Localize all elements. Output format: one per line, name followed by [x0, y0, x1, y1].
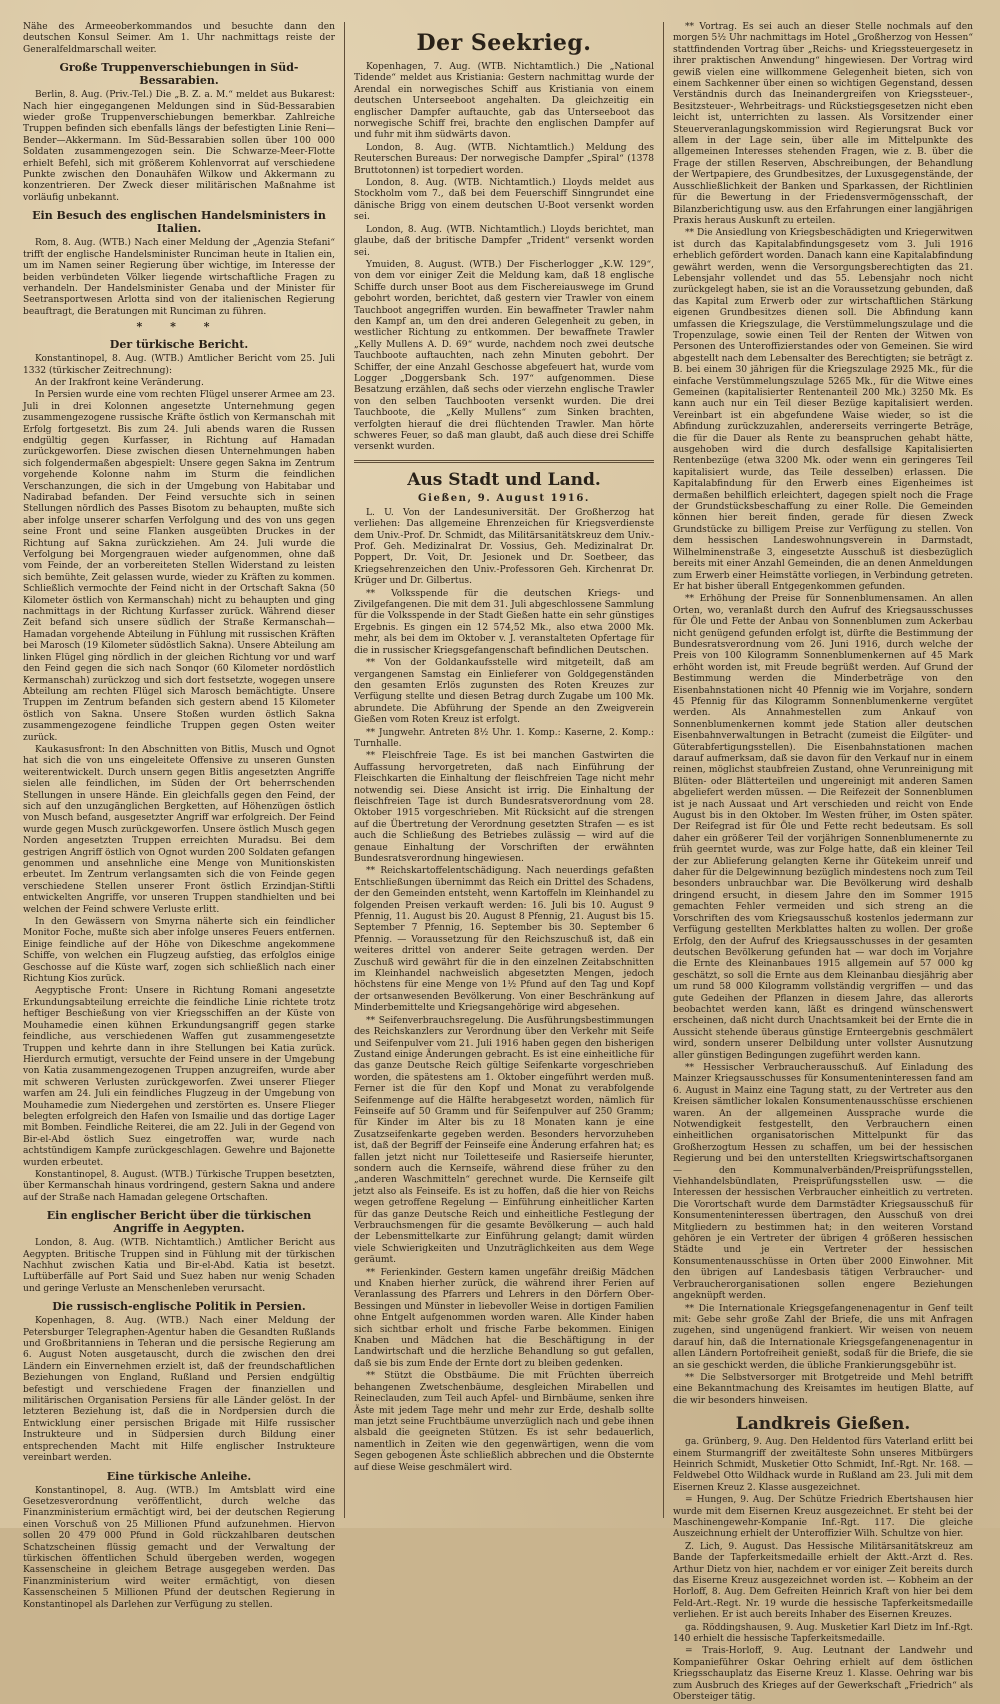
article-persien: Kopenhagen, 8. Aug. (WTB.) Nach einer Meldung der Petersburger Telegraphen-Agentur haben die Gesandten Rußlands und Großbritanniens in Teheran und die persische Regierung am 6. August Noten ausgetauscht, durch die zwischen den drei Ländern ein Einvernehmen erzielt ist, daß der freundschaftlichen Beziehungen von England, Rußland und Persien endgültig befestigt und verschiedene Fragen der finanziellen und militärischen Organisation Persiens für alle Länder gelöst. In der letzteren Beziehung ist, daß die in Nordpersien durch die Entwicklung einer persischen Brigade mit Hilfe russischer Instrukteure und in Südpersien durch Bildung einer entsprechenden Macht mit Hilfe englischer Instrukteure vereinbart werden. [23, 1316, 335, 1464]
article-tuerk-5: In den Gewässern von Smyrna näherte sich ein feindlicher Monitor Foche, mußte sich aber infolge unseres Feuers entfernen. Einige feindliche auf der Höhe von Dikeschme angekommene Schiffe, von welchen ein Flugzeug aufstieg, das erfolglos einige Geschosse auf die Küste warf, zogen sich schließlich nach einer Richtung Kios zurück. [23, 917, 335, 985]
article-tuerk-2: An der Irakfront keine Veränderung. [35, 377, 204, 388]
article-lich: Z. Lich, 9. August. Das Hessische Militärsanitätskreuz am Bande der Tapferkeitsmedaille erhielt der Aktt.-Arzt d. Res. Arthur Dietz von hier, nachdem er vor einiger Zeit bereits durch das Eiserne Kreuz ausgezeichnet worden ist. — Kobheim an der Horloff, 8. Aug. Dem Gefreiten Heinrich Kraft von hier bei dem Feld-Art.-Regt. Nr. 19 wurde die hessische Tapferkeitsmedaille verliehen. Er ist auch bereits Inhaber des Eisernen Kreuzes. [673, 1541, 973, 1621]
headline-handelsminister: Ein Besuch des englischen Handelsministers in Italien. [32, 209, 326, 236]
section-divider [354, 460, 654, 463]
headline-englischer-bericht: Ein englischer Bericht über die türkischen Angriffe in Aegypten. [46, 1209, 312, 1236]
headline-landkreis: Landkreis Gießen. [735, 1414, 911, 1435]
article-sued-bessarabien: Berlin, 8. Aug. (Priv.-Tel.) Die „B. Z. a. M.“ meldet aus Bukarest: Nach hier eingegangenen Meldungen sind in Süd-Bessarabien wieder große Truppenverschiebungen bemerkbar. Zahlreiche Truppen befinden sich ebenfalls längs der befestigten Linie Reni—Bender—Akkermann. Im Süd-Bessarabien sollen über 100 000 Soldaten zusammengezogen sein. Die Schwarze-Meer-Flotte erhielt Befehl, sich mit größerem Kohlenvorrat auf verschiedene Punkte zwischen den Donauhäfen Wilkow und Akkermann zu konzentrieren. Der Zweck dieser militärischen Maßnahme ist vorläufig unbekannt. [23, 90, 335, 203]
headline-seekrieg: Der Seekrieg. [416, 30, 592, 56]
article-ferienkinder: ** Ferienkinder. Gestern kamen ungefähr dreißig Mädchen und Knaben hierher zurück, die während ihrer Ferien auf Veranlassung des Pfarrers und Lehrers in den Dörfern Ober-Bessingen und Münster in liebevoller Weise in dortigen Familien ohne Entgelt aufgenommen worden waren. Alle Kinder haben sich sichtbar erholt und frische Farbe bekommen. Einigen Knaben und Mädchen hat die Beschäftigung in der Landwirtschaft und die herzliche Behandlung so gut gefallen, daß sie bis zum Ende der Ernte dort zu bleiben gedenken. [354, 1267, 654, 1369]
article-seekrieg-1: Kopenhagen, 7. Aug. (WTB. Nichtamtlich.) Die „National Tidende“ meldet aus Kristiania: Gestern nachmittag wurde der Arendal ein norwegisches Schiff aus Kristiania von einem deutschen Unterseeboot angehalten. Da gleichzeitig ein englischer Dampfer auftauchte, gab das Unterseeboot das norwegische Schiff frei, brachte den englischen Dampfer auf und fuhr mit ihm südwärts davon. [354, 62, 654, 141]
headline-tuerkischer-bericht: Der türkische Bericht. [109, 338, 249, 352]
article-selbstversorger: ** Die Selbstversorger mit Brotgetreide und Mehl betrifft eine Bekanntmachung des Kreisamtes im heutigen Blatte, auf die wir besonders hinweisen. [673, 1372, 973, 1406]
article-volksspende: ** Volksspende für die deutschen Kriegs- und Zivilgefangenen. Die mit dem 31. Juli abgeschlossene Sammlung für die Volksspende in der Stadt Gießen hatte ein sehr günstiges Ergebnis. Es gingen ein 12 574,52 Mk., also etwa 2000 Mk. mehr, als bei dem im Oktober v. J. veranstalteten Opfertage für die in russischer Kriegsgefangenschaft befindlichen Deutschen. [354, 588, 654, 656]
article-tuerk-3: In Persien wurde eine vom rechten Flügel unserer Armee am 23. Juli in drei Kolonnen angesetzte Unternehmung gegen zusammengezogene russische Kräfte östlich von Kermanschah mit Erfolg fortgesetzt. Bis zum 24. Juli abends waren die Russen endgültig gegen Kurfasser, in Richtung auf Hamadan zurückgeworfen. Diese zwischen diesen Unternehmungen haben sich folgendermaßen abgespielt: Unsere gegen Sakna im Zentrum vorgehende Kolonne nahm im Sturm die feindlichen Verschanzungen, die sich in der Umgebung von Habitabar und Nadirabad befanden. Der Feind versuchte sich in seinen Stellungen nördlich des Passes Bisotom zu behaupten, mußte sich aber infolge unserer scharfen Verfolgung und des von uns gegen seine Front und seine Flanken ausgeübten Druckes in der Richtung auf Sakna zurückziehen. Am 24. Juli wurde die Verfolgung bei Morgengrauen wieder aufgenommen, ohne daß vom Feinde, der an vorbereiteten Stellen Widerstand zu leisten sich bemühte, Zeit gelassen wurde, wieder zu Kräften zu kommen. Schließlich vermochte der Feind nicht in der Ortschaft Sakna (50 Kilometer östlich von Kermanschah) nicht zu behaupten und ging nachmittags in der Richtung Kurfasser zurück. Während dieser Zeit befand sich unsere südlich der Straße Kermanschah—Hamadan vorgehende Abteilung in Fühlung mit russischen Kräften bei Marosch (19 Kilometer südöstlich Sakna). Unsere Abteilung am linken Flügel ging nördlich in der gleichen Richtung vor und warf den Feind gegen die sich nach Sonqor (60 Kilometer nordöstlich Kermanschah) zurückzog und sich dort festsetzte, wogegen unsere Abteilung am rechten Flügel sich Marosch bemächtigte. Unsere Truppen im Zentrum befanden sich gestern abend 15 Kilometer östlich von Sakna. Unsere Stoßen wurden östlich Sakna zusammengezogene feindliche Truppen gegen Osten weiter zurück. [23, 390, 335, 743]
article-goldankaufsstelle: ** Von der Goldankaufsstelle wird mitgeteilt, daß am vergangenen Samstag ein Einlieferer von Goldgegenständen den gesamten Erlös zugunsten des Roten Kreuzes zur Verfügung stellte und diesen Betrag durch Zugabe um 100 Mk. abrundete. Die Abführung der Spende an den Zweigverein Gießen vom Roten Kreuz ist erfolgt. [354, 658, 654, 726]
article-handelsminister: Rom, 8. Aug. (WTB.) Nach einer Meldung der „Agenzia Stefani“ trifft der englische Handelsminister Runciman heute in Italien ein, um im Namen seiner Regierung über wichtige, im Interesse der beiden verbündeten Völker liegende wirtschaftliche Fragen zu verhandeln. Der Handelsminister Genaba und der Minister für Seetransportwesen Arlotta sind von der italienischen Regierung beauftragt, die Beratungen mit Runciman zu führen. [23, 238, 335, 317]
article-seekrieg-5: Ymuiden, 8. August. (WTB.) Der Fischerlogger „K.W. 129“, von dem vor einiger Zeit die Meldung kam, daß 18 englische Schiffe durch unser Boot aus dem Fischereiauswege im Grund gebohrt worden, berichtet, daß gestern vier Trawler von einem Tauchboot angegriffen wurden. Ein bewaffneter Trawler nahm den Kampf an, um den drei anderen Gelegenheit zu geben, in westlicher Richtung zu entkommen. Der bewaffnete Trawler „Kelly Mullens A. D. 69“ wurde, nachdem noch zwei deutsche Tauchboote auftauchten, nach zehn Minuten gebohrt. Der Schiffer, der eine Anzahl Geschosse abgefeuert hat, wurde vom Logger „Doggersbank Sch. 197“ aufgenommen. Diese Besatzung erzählen, daß sechs oder vierzehn englische Trawler von den selben Tauchbooten versenkt wurden. Die drei Tauchboote, die „Kelly Mullens“ zum Sinken brachten, verfolgten hierauf die drei flüchtenden Trawler. Man hörte schweres Feuer, so daß man glaubt, daß auch diese drei Schiffe versenkt wurden. [354, 259, 654, 453]
article-landesuniversitaet: L. U. Von der Landesuniversität. Der Großherzog hat verliehen: Das allgemeine Ehrenzeichen für Kriegsverdienste dem Univ.-Prof. Dr. Schmidt, das Militärsanitätskreuz dem Univ.-Prof. Geh. Medizinalrat Dr. Vossius, Geh. Medizinalrat Dr. Poppert, Dr. Voit, Dr. Jesionek und Dr. Soetbeer, das Kriegsehrenzeichen den Univ.-Professoren Geh. Kirchenrat Dr. Krüger und Dr. Gilbertus. [354, 507, 654, 587]
article-roeddingshausen: ga. Röddingshausen, 9. Aug. Musketier Karl Dietz im Inf.-Rgt. 140 erhielt die hessische Tapferkeitsmedaille. [673, 1622, 973, 1645]
article-sonnenblumen: ** Erhöhung der Preise für Sonnenblumensamen. An allen Orten, wo, veranlaßt durch den Aufruf des Kriegsausschusses für Öle und Fette der Anbau von Sonnenblumen zum Ackerbau nicht genügend gefunden erfolgt ist, dürfte die Bestimmung der Bundesratsverordnung vom 26. Juni 1916, durch welche der Preis von 100 Kilogramm Sonnenblumenkernen auf 45 Mark erhöht worden ist, mit Freude begrüßt werden. Auf Grund der Bestimmung werden die Minderbeträge von den Eisenbahnstationen nicht 40 Pfennig wie im Vorjahre, sondern 45 Pfennig für das Kilogramm Sonnenblumenkerne vergütet werden. Als Annahmestellen zum Ankauf von Sonnenblumenkernen kommt jede Station aller deutschen Eisenbahnverwaltungen in Betracht (zumeist die Eilgüter- und Güterabfertigungsstellen). Die Eisenbahnstationen machen darauf aufmerksam, daß sie davon für den Verkauf nur in einem reinen, möglichst staubfreien Zustand, ohne Verunreinigung mit Blüten- oder Blätterteilen und ungereinigt mit anderen Samen abgeliefert werden müssen. — Die Reifezeit der Sonnenblumen ist je nach Aussaat und Art verschieden und reicht von Ende August bis in den Oktober. Im Westen früher, im Osten später. Der Reifegrad ist für Öle und Fette recht bedeutsam. Es soll daher ein größerer Teil der vorjährigen Sonnenblumenernte zu früh geerntet wurde, was zur Folge hatte, daß ein kleiner Teil der zur Ablieferung gelangten Kerne ihr Gütekeim unreif und daher für die Delgewinnung bezüglich mindestens noch zum Teil besonders unbrauchbar war. Die Bevölkerung wird deshalb dringend ersucht, in diesem Jahre den im Sommer 1915 gemachten Fehler vermeiden und sich streng an die Vorschriften des vom Kriegsausschuß kostenlos jedermann zur Verfügung gestellten Merkblattes halten zu wollen. Der große Erfolg, den der Aufruf des Kriegsausschusses in der gesamten deutschen Bevölkerung gefunden hat — war doch im Vorjahre die Ernte des Kleinanbaues 1915 allgemein auf 57 000 kg geschätzt, so soll die Ernte aus dem Kleinanbau diesjährig aber um rund 58 000 Kilogramm vollständig vergriffen — und das gute Gedeihen der Pflanzen in diesem Jahre, das allerorts beobachtet werden kann, läßt es dringend wünschenswert erscheinen, daß nicht durch Unachtsamkeit bei der Ernte die in Aussicht stehende überaus günstige Ernteergebnis geschmälert wird, sondern unserer Delbildung unter vollster Ausnutzung aller günstigen Bedingungen zugeführt werden kann. [673, 594, 973, 1061]
article-trais-horloff: = Trais-Horloff, 9. Aug. Leutnant der Landwehr und Kompanieführer Oskar Oehring erhielt auf dem östlichen Kriegsschauplatz das Eiserne Kreuz 1. Klasse. Oehring war bis zum Ausbruch des Krieges auf der Gewerkschaft „Friedrich“ als Obersteiger tätig. [673, 1646, 973, 1703]
article-jungwehr: ** Jungwehr. Antreten 8½ Uhr. 1. Komp.: Kaserne, 2. Komp.: Turnhalle. [354, 727, 654, 749]
article-tuerk-1: Konstantinopel, 8. Aug. (WTB.) Amtlicher Bericht vom 25. Juli 1332 (türkischer Zeitrechnung): [23, 354, 335, 376]
headline-persien: Die russisch-englische Politik in Persien. [52, 1300, 306, 1314]
columns [14, 22, 988, 1703]
article-seekrieg-3: London, 8. Aug. (WTB. Nichtamtlich.) Lloyds meldet aus Stockholm vom 7., daß bei dem Feuerschiff Sinngrundet eine dänische Brigg von einem deutschen U-Boot versenkt worden sei. [354, 178, 654, 223]
article-englischer-bericht: London, 8. Aug. (WTB. Nichtamtlich.) Amtlicher Bericht aus Aegypten. Britische Truppen sind in Fühlung mit der türkischen Nachhut zwischen Katia und Bir-el-Abd. Katia ist besetzt. Luftüberfälle auf Port Said und Suez haben nur wenig Schaden und geringe Verluste an Menschenleben verursacht. [23, 1238, 335, 1294]
article-kartoffel: ** Reichskartoffelentschädigung. Nach neuerdings gefaßten Entschließungen übernimmt das Reich ein Drittel des Schadens, der den Gemeinden entsteht, wenn Kartoffeln im Kleinhandel zu folgenden Preisen verkauft werden: 16. Juli bis 10. August 9 Pfennig, 11. August bis 20. August 8 Pfennig, 21. August bis 15. September 7 Pfennig, 16. September bis 30. September 6 Pfennig. — Voraussetzung für den Reichszuschuß ist, daß ein weiteres drittel von anderer Seite getragen werden. Der Zuschuß wird gewährt für die in den einzelnen Zeitabschnitten im Kleinhandel nachweislich abgesetzten Mengen, jedoch höchstens für eine Menge von 1½ Pfund auf den Tag und Kopf der ortsanwesenden Bevölkerung. Von einer Beschränkung auf Minderbemittelte und Kriegsangehörige wird abgesehen. [354, 866, 654, 1014]
column-right [664, 22, 982, 1703]
article-tuerk-7: Konstantinopel, 8. August. (WTB.) Türkische Truppen besetzten, über Kermanschah hinaus vordringend, gestern Sakna und andere auf der Straße nach Hamadan gelegene Ortschaften. [23, 1169, 335, 1203]
article-seifen: ** Seifenverbrauchsregelung. Die Ausführungsbestimmungen des Reichskanzlers zur Verordnung über den Verkehr mit Seife und Seifenpulver vom 21. Juli 1916 haben gegen den bisherigen Zustand einige Änderungen gebracht. Es ist eine einheitliche für das ganze Deutsche Reich gültige Seifenkarte vorgeschrieben worden, die spätestens am 1. Oktober eingeführt werden muß. Ferner ist die für den Kopf und Monat zu verabfolgende Seifenmenge auf die Hälfte herabgesetzt worden, nämlich für Feinseife auf 50 Gramm und für Seifenpulver auf 250 Gramm; für Kinder im Alter bis zu 18 Monaten kann je eine Zusatzseifenkarte gegeben werden. Besonders hervorzuheben ist, daß der Begriff der Feinseife eine Änderung erfahren hat; es fallen jetzt nicht nur Toiletteseife und Rasierseife hierunter, sondern auch die Kernseife, während diese früher zu den „anderen Waschmitteln“ gerechnet wurde. Die Kernseife gilt jetzt also als Feinseife. Es ist zu hoffen, daß die hier von Reichs wegen getroffene Regelung — Einführung einheitlicher Karten für das ganze Deutsche Reich und einheitliche Festlegung der Verbrauchsmengen für die gesamte Bevölkerung — auch hald der Lebensmittelkarte zur Einführung gelangt; damit würden viele Schwierigkeiten und Unzuträglichkeiten aus dem Wege geräumt. [354, 1015, 654, 1266]
article-vortrag: ** Vortrag. Es sei auch an dieser Stelle nochmals auf den morgen 5½ Uhr nachmittags im Hotel „Großherzog von Hessen“ stattfindenden Vortrag über „Reichs- und Kriegssteuergesetz in ihrer praktischen Anwendung“ hingewiesen. Der Vortrag wird gewiß vielen eine willkommene Gelegenheit bieten, sich von einem Sachkenner über einen so wichtigen Gegenstand, dessen Verständnis durch das Ineinandergreifen von Kriegssteuer-, Besitzsteuer-, Wehrbeitrags- und Rückstiegsgesetzen nicht eben leicht ist, unterrichten zu lassen. Als Vorsitzender einer Steuerveranlagungskommission wird Regierungsrat Buck vor allem in der Lage sein, über alle im Mittelpunkte des allgemeinen Interesses stehenden Fragen, wie z. B. über die Frage der stillen Reserven, Abschreibungen, der Behandlung der Wertpapiere, des Grundbesitzes, der Luxusgegenstände, der Ausschließlichkeit der Banken und Sparkassen, der Richtlinien für die Bewertung in der Friedensvermögensschaft, der Bilanzberichtigung usw. aus den Erfahrungen einer langjährigen Praxis heraus Auskunft zu erteilen. [673, 22, 973, 226]
article-hungen: = Hungen, 9. Aug. Der Schütze Friedrich Ebertshausen hier wurde mit dem Eisernen Kreuz ausgezeichnet. Er steht bei der Maschinengewehr-Kompanie Inf.-Rgt. 117. Die gleiche Auszeichnung erhielt der Unteroffizier Wilh. Schultze von hier. [673, 1495, 973, 1540]
column-left [14, 22, 344, 1610]
intro-paragraph: Nähe des Armeeoberkommandos und besuchte dann den deutschen Konsul Seimer. Am 1. Uhr nachmittags reiste der Generalfeldmarschall weiter. [23, 22, 335, 55]
headline-anleihe: Eine türkische Anleihe. [106, 1469, 252, 1483]
article-seekrieg-4: London, 8. Aug. (WTB. Nichtamtlich.) Lloyds berichtet, man glaube, daß der britische Dampfer „Trident“ versenkt worden sei. [354, 224, 654, 258]
article-obstbaeume: ** Stützt die Obstbäume. Die mit Früchten überreich behangenen Zwetschenbäume, desgleichen Mirabellen und Reineclauden, zum Teil auch Apfel- und Birnbäume, senken ihre Äste mit jedem Tage mehr und mehr zur Erde, deshalb sollte man jetzt seine Fruchtbäume unverzüglich nach und gebe ihnen alsbald die geeigneten Stützen. Es ist sehr bedauerlich, namentlich in Zeiten wie den gegenwärtigen, wenn die vom Segen gebogenen Äste schließlich abbrechen und die Obsternte auf diese Weise geschmälert wird. [354, 1371, 654, 1473]
article-anleihe: Konstantinopel, 8. Aug. (WTB.) Im Amtsblatt wird eine Gesetzesverordnung veröffentlicht, durch welche das Finanzministerium ermächtigt wird, bei der deutschen Regierung einen Vorschuß von 25 Millionen Pfund aufzunehmen. Hiervon sollen 20 479 000 Pfund in Gold rückzahlbaren deutschen Schatzscheinen flüssig gemacht und der Verwaltung der türkischen öffentlichen Schuld übergeben werden, wogegen Kassenscheine in gleichem Betrage ausgegeben werden. Das Finanzministerium wird weiter ermächtigt, von diesen Kassenscheinen 5 Millionen Pfund der deutschen Regierung in Konstantinopel als Darlehen zur Verfügung zu stellen. [23, 1485, 335, 1610]
article-fleischfreie-tage: ** Fleischfreie Tage. Es ist bei manchen Gastwirten die Auffassung hervorgetreten, daß nach Einführung der Fleischkarten die Einhaltung der fleischfreien Tage nicht mehr notwendig sei. Diese Ansicht ist irrig. Die Einhaltung der fleischfreien Tage ist durch Bundesratsverordnung vom 28. Oktober 1915 vorgeschrieben. Mit Rücksicht auf die strengen auf die Übertretung der Verordnung gesetzten Strafen — es ist auch die Schließung des Betriebes zulässig — wird auf die genaue Einhaltung der Vorschriften der erwähnten Bundesratsverordnung hingewiesen. [354, 751, 654, 864]
article-gruenberg: ga. Grünberg, 9. Aug. Den Heldentod fürs Vaterland erlitt bei einem Sturmangriff der zweitälteste Sohn unseres Mitbürgers Heinrich Schmidt, Musketier Otto Schmidt, Inf.-Rgt. Nr. 168. — Feldwebel Otto Wildhack wurde in Rußland am 23. Juli mit dem Eisernen Kreuz 2. Klasse ausgezeichnet. [673, 1437, 973, 1493]
article-tuerk-6: Aegyptische Front: Unsere in Richtung Romani angesetzte Erkundungsabteilung erreichte die feindliche Linie richtete trotz heftiger Beschießung von vier Kriegsschiffen an der Küste von Mouhamedie einen kühnen Erkundungsangriff gegen starke feindliche, aus verschiedenen Waffen gut zusammengesetzte Truppen und kehrte dann in ihre Stellungen bei Katia zurück. Hierdurch ermutigt, versuchte der Feind unsere in der Umgebung von Katia zusammengezogenen Truppen anzugreifen, wurde aber mit schweren Verlusten zurückgeworfen. Zwei unserer Flieger warfen am 24. Juli ein feindliches Flugzeug in der Umgebung von Mouhamedie zum Niedergehen und zerstörten es. Unsere Flieger belegten erfolgreich den Hafen von Ismailie und das dortige Lager mit Bomben. Feindliche Reiterei, die am 22. Juli in der Gegend von Bir-el-Abd östlich Suez eingetroffen war, wurde nach achtstündigem Kampfe zurückgeschlagen. Gewehre und Bajonette wurden erbeutet. [23, 986, 335, 1168]
dateline: Gießen, 9. August 1916. [418, 492, 590, 504]
article-seekrieg-2: London, 8. Aug. (WTB. Nichtamtlich.) Meldung des Reuterschen Bureaus: Der norwegische Dampfer „Spiral“ (1378 Bruttotonnen) ist torpediert worden. [354, 142, 654, 176]
article-tuerk-4: Kaukasusfront: In den Abschnitten von Bitlis, Musch und Ognot hat sich die von uns eingeleitete Offensive zu unseren Gunsten weiterentwickelt. Durch unsern gegen Bitlis angesetzten Angriffe sielen alle feindlichen, im Süden der Ort beherrschenden Stellungen in unsere Hände. Ein gleichfalls gegen den Feind, der sich auf den unzugänglichen Bergketten, auf Höhenzügen östlich von Musch befand, ausgesetzter Angriff war erfolgreich. Der Feind wurde gegen Musch zurückgeworfen. Unsere östlich Musch gegen Norden angesetzten Truppen erreichten Muradsu. Bei dem gestrigen Angriff östlich von Ognot wurden 200 Soldaten gefangen genommen und ansehnliche eine Menge von Munitionskisten erbeutet. Im Zentrum verlangsamten sich die von Feinde gegen verschiedene Stellen unserer Front östlich Erzindjan-Stiftli entwickelten Angriffe, vor unseren Truppen standhielten und bei welchen der Feind schwere Verluste erlitt. [23, 744, 335, 915]
headline-stadt-und-land: Aus Stadt und Land. [407, 469, 601, 490]
headline-sued-bessarabien: Große Truppenverschiebungen in Süd-Bessarabien. [59, 61, 299, 88]
column-middle [344, 22, 664, 1518]
article-ansiedlung: ** Die Ansiedlung von Kriegsbeschädigten und Kriegerwitwen ist durch das Kapitalabfindungsgesetz vom 3. Juli 1916 erheblich gefördert worden. Danach kann eine Kapitalabfindung gewährt werden, wenn die Versorgungsberechtigten das 21. Lebensjahr vollendet und das 55. Lebensjahr noch nicht zurückgelegt haben, sie ist an die Voraussetzung gebunden, daß das Kapital zum Erwerb oder zur wirtschaftlichen Stärkung eigenen Grundbesitzes dienen soll. Die Abfindung kann umfassen die Kriegszulage, die Verstümmelungszulage und die Tropenzulage, sowie einen Teil der Renten der Witwen von Personen des Unteroffizierstandes oder von Gemeinen. Sie wird abgestellt nach dem Lebensalter des Berechtigten; sie beträgt z. B. bei einem 30 jährigen für die Kriegszulage 2925 Mk., für die einfache Verstümmelungszulage 5265 Mk., für die Witwe eines Gemeinen (kapitalisierter Rentenanteil 200 Mk.) 3250 Mk. Es kann auch nur ein Teil dieser Bezüge kapitalisiert werden. Vereinbart ist ein abgefundene Waise wieder, so ist die Abfindung zurückzuzahlen, andererseits verringerte Beträge, die für die Dauer als Rente zu beanspruchen gehabt hätte, ausgehoben wird die durch desfallsige Kapitalisierten Rentenbezüge (etwa 3200 Mk. oder wenn ein geringeres Teil kapitalisiert wurde, das Teile desselben) erlassen. Die Kapitalabfindung für den Erwerb eines Eigenheimes ist dermaßen behilflich erleichtert, dagegen spielt noch die Frage der Grundstücksbeschaffung zu einer Rolle. Die Gemeinden können hier bereit finden, gerade für diesen Zweck Grundstücke zu billigem Preise zur Verfügung zu stellen. Von dem hessischen Landeswohnungsverein in Darmstadt, Wilhelminenstraße 3, eingesetzte Ausschuß ist diesbezüglich bereits mit einer Anzahl Gemeinden, die an denen Anmeldungen zum Erwerb einer Heimstätte vorliegen, in Verbindung getreten. Er hat bisher überall Entgegenkommen gefunden. [673, 228, 973, 592]
article-verbraucherausschuss: ** Hessischer Verbraucherausschuß. Auf Einladung des Mainzer Kriegsausschusses für Konsumenteninteressen fand am 6. August in Mainz eine Tagung statt, zu der Vertreter aus den Kreisen sämtlicher lokalen Konsumentenausschüsse erschienen waren. An der allgemeinen Aussprache wurde die Notwendigkeit festgestellt, den Verbrauchern einen einheitlichen organisatorischen Mittelpunkt für das Großherzogtum Hessen zu schaffen, um bei der hessischen Regierung und bei den unterstellten Kriegswirtschaftsorganen — den Kommunalverbänden/Preisprüfungsstellen, Viehhandelsbündlaten, Preisprüfungsstellen usw. — die Interessen der hessischen Verbraucher einheitlich zu vertreten. Die Vorortschaft wurde dem Darmstädter Kriegsausschuß für Konsumenteninteressen übertragen, den Ausschuß von drei Mitgliedern zu bestimmen hat; in den weiteren Vorstand gehören je ein Vertreter der übrigen 4 größeren hessischen Städte und je ein Vertreter der hessischen Konsumentenausschüsse in Orten über 2000 Einwohner. Mit den übrigen auf Landesbasis tätigen Verbraucher- und Verbraucherorganisationen sollen engere Beziehungen angeknüpft werden. [673, 1062, 973, 1302]
section-stars: * * * [136, 320, 222, 334]
article-kriegsgefangenenagentur: ** Die Internationale Kriegsgefangenenagentur in Genf teilt mit: Gebe sehr große Zahl der Briefe, die uns mit Anfragen zugehen, sind ungenügend frankiert. Wir weisen von neuem darauf hin, daß die Internationale Kriegsgefangenenagentur in allen Ländern Portofreiheit genießt, sodaß für die Briefe, die sie an sie geschickt werden, die übliche Frankierungsgebühr ist. [673, 1303, 973, 1371]
